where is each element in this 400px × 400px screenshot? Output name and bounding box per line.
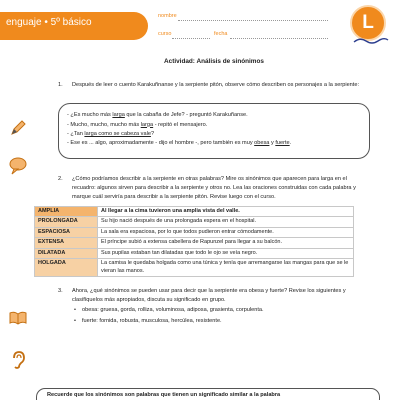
quote-line-4 bbox=[67, 139, 361, 148]
synonym-word: ESPACIOSA bbox=[35, 227, 98, 238]
bullet-text: obesa: gruesa, gorda, rolliza, voluminosa, adiposa, grasienta, corpulenta. bbox=[82, 307, 264, 314]
quote-text: - Ese es ... algo, aproximadamente - dijo el hombre -, pero también es muy bbox=[67, 139, 255, 146]
question-3-text: Ahora, ¿qué sinónimos se pueden usar para decir que la serpiente era obesa y fuerte? Revise los siguientes y clasifíquelos más apropiados, discuta su significado en grupo. bbox=[72, 288, 346, 303]
quote-text: - ¿Es mucho más bbox=[67, 112, 113, 119]
course-field[interactable] bbox=[172, 38, 210, 39]
table-row[interactable] bbox=[35, 259, 354, 277]
open-book-icon bbox=[8, 308, 28, 328]
bullet-icon: • bbox=[74, 318, 76, 325]
quote-text: y bbox=[269, 139, 276, 146]
header bbox=[0, 0, 400, 46]
quote-text: - Mucho, mucho, mucho más bbox=[67, 121, 141, 128]
question-1-text: Después de leer o cuento Karakuñnanse y la serpiente pitón, observe cómo describen os personajes a la serpiente: bbox=[72, 81, 360, 88]
underlined-word: fuerte bbox=[275, 139, 290, 146]
synonym-sentence: Al llegar a la cima tuvieron una amplia vista del valle. bbox=[98, 206, 354, 217]
underlined-word: larga bbox=[140, 121, 154, 128]
question-3-number: 3. bbox=[58, 288, 63, 295]
list-item bbox=[58, 306, 370, 315]
subject-title: enguaje • 5º básico bbox=[6, 17, 92, 28]
date-field[interactable] bbox=[230, 38, 328, 39]
synonym-sentence: El príncipe subió a extensa cabellera de Rapunzel para llegar a su balcón. bbox=[98, 238, 354, 249]
quote-box bbox=[58, 103, 370, 159]
quote-line-1 bbox=[67, 111, 361, 120]
bullet-text: fuerte: fornida, robusta, musculosa, hercúlea, resistente. bbox=[82, 318, 222, 325]
pencil-icon bbox=[8, 118, 28, 138]
ear-icon bbox=[8, 350, 28, 370]
synonym-sentence: La camisa le quedaba holgada como una túnica y tenía que arremangarse las mangas para que se le vieran las manos. bbox=[98, 259, 354, 277]
name-label: nombre bbox=[158, 13, 177, 19]
question-1 bbox=[58, 81, 370, 90]
quote-line-3 bbox=[67, 130, 361, 139]
quote-text: - ¿Tan bbox=[67, 130, 85, 137]
name-field[interactable] bbox=[178, 20, 328, 21]
synonym-word: PROLONGADA bbox=[35, 217, 98, 228]
synonym-word: HOLGADA bbox=[35, 259, 98, 277]
subject-logo: L bbox=[350, 5, 386, 41]
course-label: curso bbox=[158, 31, 172, 37]
date-label: fecha bbox=[214, 31, 228, 37]
table-row[interactable] bbox=[35, 217, 354, 228]
reminder-box bbox=[36, 388, 380, 400]
question-2 bbox=[58, 175, 370, 201]
bullet-icon: • bbox=[74, 307, 76, 314]
table-row[interactable] bbox=[35, 238, 354, 249]
question-3 bbox=[58, 287, 370, 304]
underlined-word: obesa bbox=[254, 139, 270, 146]
list-item bbox=[58, 317, 370, 326]
table-row[interactable] bbox=[35, 206, 354, 217]
activity-title: Actividad: Análisis de sinónimos bbox=[164, 58, 264, 65]
quote-text: ? bbox=[150, 130, 155, 137]
logo-wave-icon bbox=[352, 37, 390, 45]
quote-text: . bbox=[289, 139, 292, 146]
synonym-sentence: Su hijo nació después de una prolongada espera en el hospital. bbox=[98, 217, 354, 228]
table-row[interactable] bbox=[35, 248, 354, 259]
synonym-sentence: La sala era espaciosa, por lo que todos pudieron entrar cómodamente. bbox=[98, 227, 354, 238]
synonym-sentence: Sus pupilas estaban tan dilatadas que todo le ojo se veía negro. bbox=[98, 248, 354, 259]
synonym-word: DILATADA bbox=[35, 248, 98, 259]
quote-text: - repitó el mensajero. bbox=[153, 121, 208, 128]
question-2-number: 2. bbox=[58, 176, 63, 183]
speech-bubble-icon bbox=[8, 156, 28, 176]
quote-line-2 bbox=[67, 121, 361, 130]
synonyms-table bbox=[34, 206, 354, 278]
synonym-word: EXTENSA bbox=[35, 238, 98, 249]
synonym-word: AMPLIA bbox=[35, 206, 98, 217]
question-2-text: ¿Cómo podríamos describir a la serpiente en otras palabras? Mire os sinónimos que aparecen para larga en el recuadro: algunos sirven para describir a la serpiente y otros no. Lea las oraciones construidas con cada palabra y marque cuál serviría para describir a la serpiente pitón. Revise luego con el curso. bbox=[72, 176, 356, 200]
main-content bbox=[38, 58, 370, 326]
underlined-word: larga como se cabeza vale bbox=[84, 130, 151, 137]
underlined-word: larga bbox=[112, 112, 125, 119]
table-row[interactable] bbox=[35, 227, 354, 238]
quote-text: que la cabaña de Jefe? - preguntó Karakuñanse. bbox=[124, 112, 248, 119]
question-1-number: 1. bbox=[58, 81, 63, 88]
reminder-text: Recuerde que los sinónimos son palabras que tienen un significado similar a la palabra bbox=[47, 392, 281, 398]
